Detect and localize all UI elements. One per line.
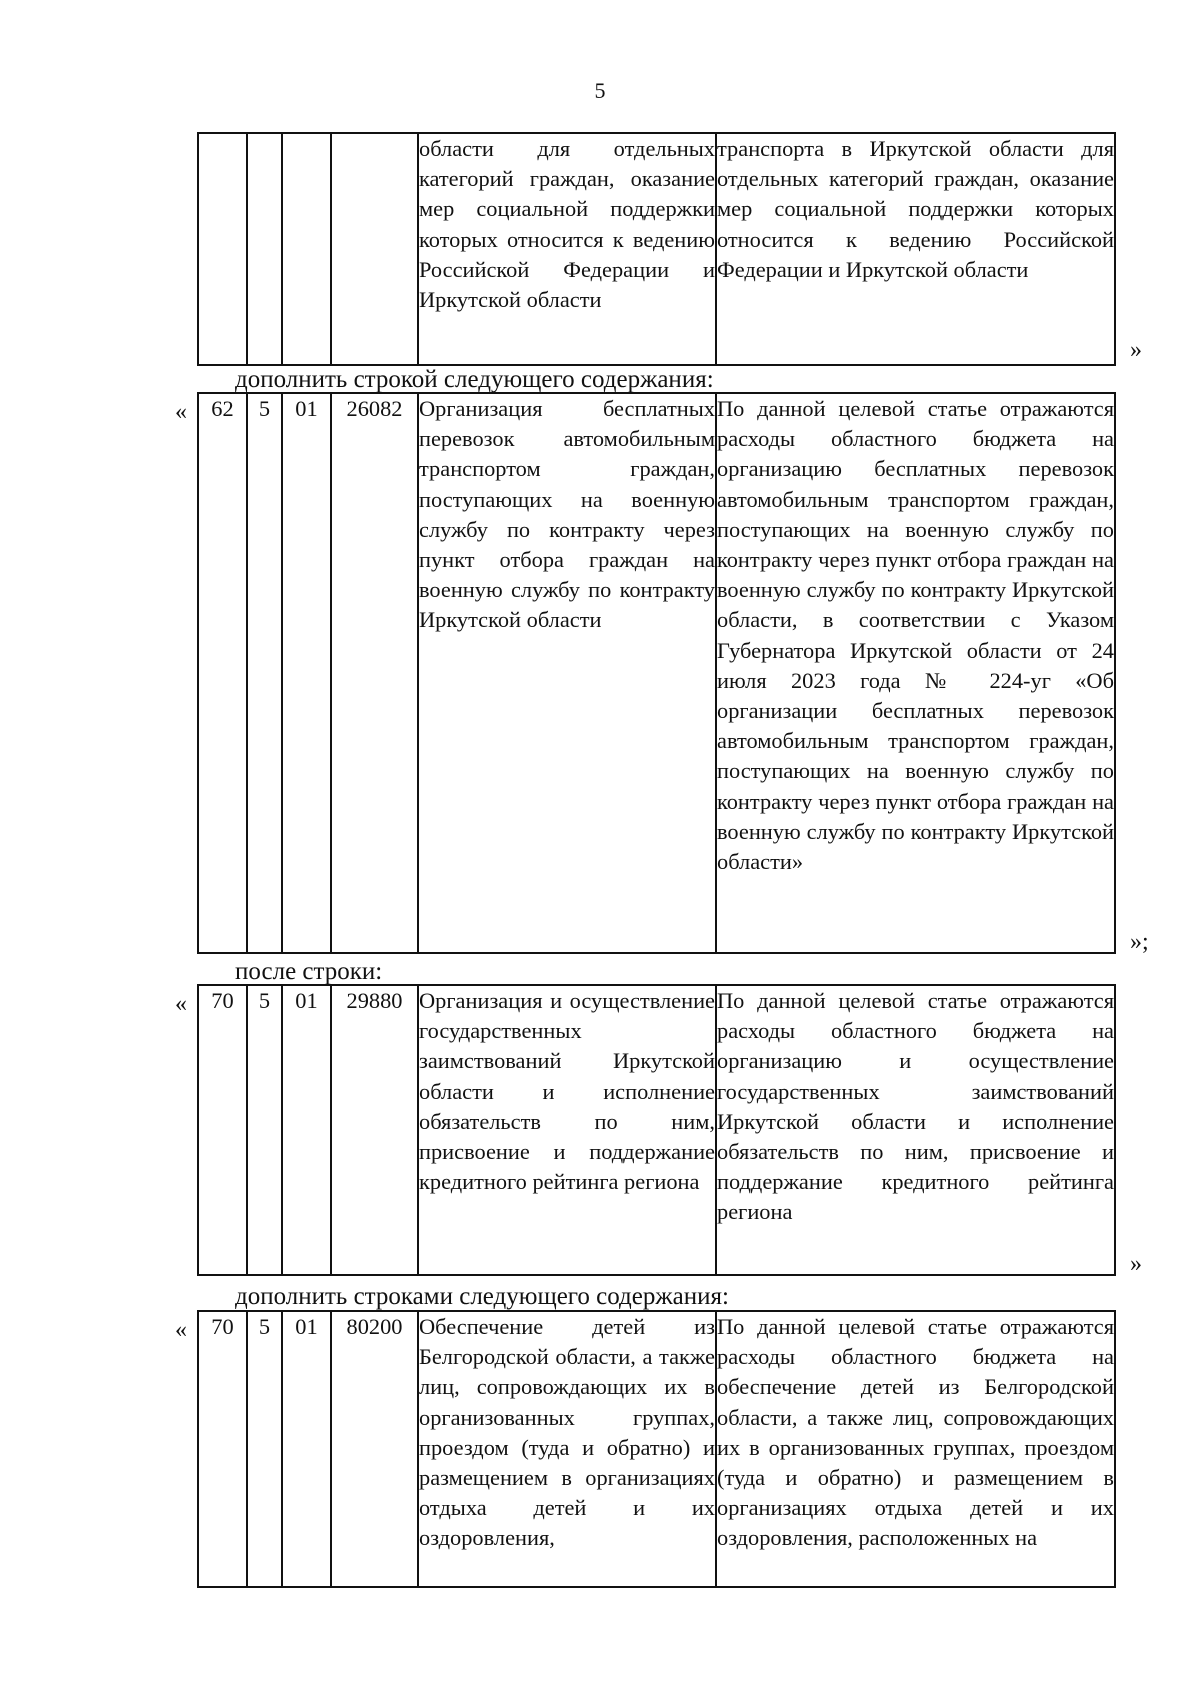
code-program: 70: [198, 1311, 247, 1587]
table-row-80200: [197, 1310, 1116, 1588]
code-event: 01: [282, 985, 331, 1275]
table-row-26082: [197, 392, 1116, 954]
code-program: 62: [198, 393, 247, 953]
code-subprogram: 5: [247, 1311, 282, 1587]
article-name-cell: Организация и осуществление государственных заимствований Иркутской области и исполнение обязательств по ним, присвоение и поддержание кредитного рейтинга региона: [418, 985, 716, 1275]
code-direction: 26082: [331, 393, 418, 953]
article-description-cell: По данной целевой статье отражаются расходы областного бюджета на организацию и осуществление государственных заимствований Иркутской области и исполнение обязательств по ним, присвоение и поддержание кредитного рейтинга региона: [716, 985, 1115, 1275]
article-name-cell: Организация бесплатных перевозок автомобильным транспортом граждан, поступающих на военную службу по контракту через пункт отбора граждан на военную службу по контракту Иркутской области: [418, 393, 716, 953]
article-name-cell: области для отдельных категорий граждан, оказание мер социальной поддержки которых относится к ведению Российской Федерации и Иркутской области: [418, 133, 716, 365]
article-description-cell: По данной целевой статье отражаются расходы областного бюджета на организацию бесплатных перевозок автомобильным транспортом граждан, поступающих на военную службу по контракту через пункт отбора граждан на военную службу по контракту Иркутской области, в соответствии с Указом Губернатора Иркутской области от 24 июля 2023 года № 224-уг «Об организации бесплатных перевозок автомобильным транспортом граждан, поступающих на военную службу по контракту через пункт отбора граждан на военную службу по контракту Иркутской области»: [716, 393, 1115, 953]
instruction-add-rows: дополнить строками следующего содержания:: [235, 1283, 729, 1310]
instruction-after-row: после строки:: [235, 958, 383, 985]
code-cell: [282, 133, 331, 365]
table-row: [198, 985, 1115, 1275]
code-subprogram: 5: [247, 985, 282, 1275]
instruction-add-row: дополнить строкой следующего содержания:: [235, 366, 714, 393]
opening-quote: «: [175, 1317, 187, 1343]
table-fragment-continued: [197, 132, 1116, 366]
article-description-cell: транспорта в Иркутской области для отдельных категорий граждан, оказание мер социальной поддержки которых относится к ведению Российской Федерации и Иркутской области: [716, 133, 1115, 365]
code-subprogram: 5: [247, 393, 282, 953]
page-number: 5: [594, 78, 606, 103]
code-cell: [331, 133, 418, 365]
code-cell: [198, 133, 247, 365]
table-row: [198, 133, 1115, 365]
code-event: 01: [282, 393, 331, 953]
table-row: [198, 393, 1115, 953]
opening-quote: «: [175, 399, 187, 425]
code-cell: [247, 133, 282, 365]
article-description-cell: По данной целевой статье отражаются расходы областного бюджета на обеспечение детей из Белгородской области, а также лиц, сопровождающих их в организованных группах, проездом (туда и обратно) и размещением в организациях отдыха детей и их оздоровления, расположенных на: [716, 1311, 1115, 1587]
article-name-cell: Обеспечение детей из Белгородской области, а также лиц, сопровождающих их в организованных группах, проездом (туда и обратно) и размещением в организациях отдыха детей и их оздоровления,: [418, 1311, 716, 1587]
code-direction: 29880: [331, 985, 418, 1275]
closing-quote: »: [1130, 337, 1142, 363]
opening-quote: «: [175, 991, 187, 1017]
code-direction: 80200: [331, 1311, 418, 1587]
closing-quote: »;: [1130, 929, 1149, 955]
closing-quote: »: [1130, 1251, 1142, 1277]
table-row: [198, 1311, 1115, 1587]
code-program: 70: [198, 985, 247, 1275]
code-event: 01: [282, 1311, 331, 1587]
table-row-29880: [197, 984, 1116, 1276]
